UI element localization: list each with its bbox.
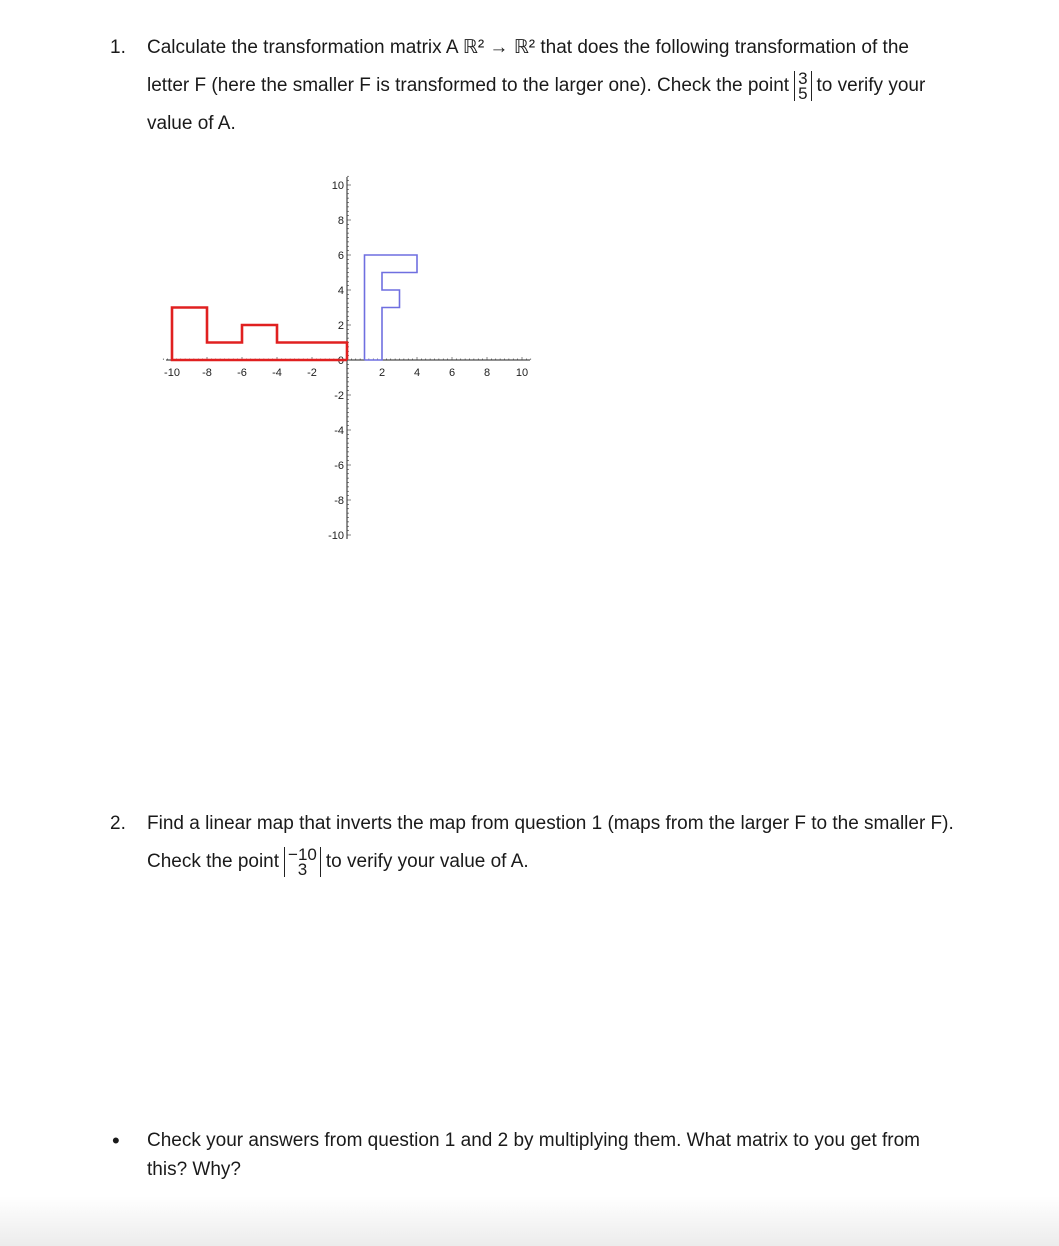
y-tick-label: 8 [337, 215, 344, 227]
question-2-number: 2. [110, 813, 126, 834]
y-tick-label: -8 [334, 495, 344, 507]
q1-arrow: → [484, 37, 514, 58]
q1-point-x: 3 [798, 68, 808, 88]
q2-point-y: 3 [297, 859, 308, 879]
question-1-line-1 [147, 29, 909, 67]
q2-point-vector [284, 844, 321, 879]
x-tick-label: -6 [237, 367, 247, 379]
bullet-line-2: this? Why? [147, 1159, 241, 1180]
q1-text-a: Calculate the transformation matrix A [147, 37, 463, 58]
y-tick-label: -4 [334, 425, 344, 437]
q2-text-b: to verify your value of A. [325, 851, 529, 872]
q1-codomain: ℝ² [513, 37, 536, 58]
y-tick-label: 2 [337, 320, 344, 332]
x-tick-label: -4 [272, 367, 282, 379]
y-tick-label: 0 [337, 355, 344, 367]
q2-point-x: −10 [288, 844, 317, 864]
q1-text-b: that does the following transformation of the [535, 37, 909, 58]
question-1-number: 1. [110, 37, 126, 58]
q1-text-d: to verify your [816, 75, 926, 96]
x-tick-label: 10 [515, 367, 529, 379]
bullet-symbol: • [112, 1128, 120, 1153]
y-tick-label: -6 [334, 460, 344, 472]
f-transformation-plot [164, 180, 540, 542]
y-tick-label: 4 [337, 285, 344, 297]
q1-domain: ℝ² [462, 37, 485, 58]
x-tick-label: 4 [413, 367, 421, 379]
q1-point-y: 5 [798, 83, 808, 103]
x-tick-label: -10 [164, 367, 180, 379]
x-tick-label: -8 [202, 367, 212, 379]
question-1-line-3: value of A. [147, 113, 236, 134]
larger-f-outline [172, 308, 347, 361]
x-tick-label: 8 [483, 367, 491, 379]
x-tick-label: -2 [307, 367, 317, 379]
bullet-line-1: Check your answers from question 1 and 2 by multiplying them. What matrix to you get from [147, 1130, 920, 1151]
question-2-line-2 [147, 843, 529, 881]
question-2-line-1: Find a linear map that inverts the map from question 1 (maps from the larger F to the smaller F). [147, 813, 954, 834]
smaller-f-outline [365, 255, 418, 360]
y-tick-label: -10 [328, 530, 344, 542]
q1-text-c: letter F (here the smaller F is transformed to the larger one). Check the point [147, 75, 790, 96]
y-tick-label: 6 [337, 250, 344, 262]
q1-point-vector [794, 68, 811, 103]
page-footer-shade [0, 1196, 1059, 1246]
question-1-line-2 [147, 67, 925, 105]
plot-series [172, 255, 417, 360]
y-tick-label: -2 [334, 390, 344, 402]
x-tick-label: 2 [378, 367, 386, 379]
y-tick-label: 10 [331, 180, 344, 192]
q2-text-a: Check the point [147, 851, 280, 872]
x-tick-label: 6 [448, 367, 456, 379]
